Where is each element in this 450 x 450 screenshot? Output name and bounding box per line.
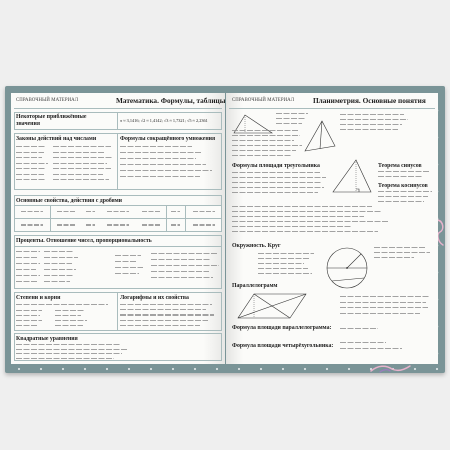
text-line (120, 164, 206, 165)
fraction-table-cell (81, 219, 99, 232)
right-page (226, 93, 438, 364)
section-rule (14, 246, 222, 247)
laws-heading: Законы действий над числами (16, 136, 97, 142)
text-line (107, 211, 129, 212)
fraction-table-cell (100, 206, 136, 219)
text-line (340, 313, 420, 314)
text-line (120, 152, 202, 153)
text-line (258, 263, 304, 264)
fraction-table-cell (136, 206, 166, 219)
text-line (193, 211, 215, 212)
quadratic-heading: Квадратные уравнения (16, 336, 78, 342)
text-line (44, 269, 76, 270)
pink-curl-stroke (438, 220, 443, 245)
text-line (21, 224, 43, 225)
text-line (232, 182, 322, 183)
circle-diagram (324, 245, 370, 291)
text-line (171, 224, 180, 225)
text-line (16, 263, 40, 264)
text-line (16, 179, 46, 180)
text-line (374, 257, 414, 258)
fraction-table-cell (186, 206, 222, 219)
quadrilateral-area-label: Формула площади четырёхугольника: (232, 343, 334, 349)
circle-heading: Окружность. Круг (232, 243, 281, 249)
text-line (232, 177, 326, 178)
triangle-diagram (232, 112, 274, 136)
short-multiplication-heading: Формулы сокращённого умножения (120, 136, 216, 142)
text-line (340, 302, 426, 303)
powers-heading: Степени и корни (16, 295, 61, 301)
page-title: Математика. Формулы, таблицы (116, 96, 225, 105)
text-line (44, 251, 74, 252)
text-line (151, 259, 211, 260)
text-line (142, 211, 160, 212)
text-line (53, 168, 111, 169)
text-line (258, 253, 314, 254)
text-line (340, 119, 408, 120)
text-line (258, 258, 310, 259)
fraction-table-cell (15, 219, 51, 232)
text-line (16, 163, 48, 164)
text-line (232, 231, 378, 232)
text-line (340, 124, 402, 125)
approx-values-heading: Некоторые приближённые значения (16, 114, 87, 127)
triangle-outline (333, 160, 371, 192)
series-label: СПРАВОЧНЫЙ МАТЕРИАЛ (16, 98, 79, 103)
text-line (21, 211, 43, 212)
text-line (340, 296, 430, 297)
text-line (120, 314, 214, 315)
text-line (53, 174, 103, 175)
text-line (55, 325, 83, 326)
text-line (120, 158, 196, 159)
approx-values-text: π ≈ 3,1416; √2 ≈ 1,4142; √3 ≈ 1,7321; √5 ≈ 2,2361 (120, 118, 208, 123)
text-line (378, 191, 432, 192)
text-line (16, 325, 38, 326)
text-line (16, 275, 40, 276)
text-line (16, 344, 120, 345)
text-line (258, 273, 312, 274)
column-divider (117, 112, 118, 130)
fraction-table-cell (81, 206, 99, 219)
cosine-theorem-heading: Теорема косинусов (378, 183, 428, 189)
text-line (55, 310, 85, 311)
text-line (53, 157, 113, 158)
text-line (16, 315, 40, 316)
text-line (86, 211, 95, 212)
text-line (57, 211, 75, 212)
text-line (16, 174, 44, 175)
triangle-area-diagram (330, 156, 374, 196)
text-line (374, 247, 426, 248)
text-line (44, 263, 72, 264)
text-line (340, 129, 398, 130)
text-line (142, 224, 160, 225)
parallelogram-diagram (236, 291, 308, 321)
text-line (120, 304, 212, 305)
text-line (232, 206, 372, 207)
diagonal-line (254, 294, 290, 318)
text-line (16, 310, 42, 311)
text-line (232, 145, 302, 146)
text-line (115, 255, 141, 256)
text-line (107, 224, 129, 225)
triangle-area-heading: Формулы площади треугольника (232, 163, 320, 169)
text-line (16, 353, 122, 354)
text-line (232, 135, 300, 136)
text-line (53, 163, 107, 164)
parallelogram-heading: Параллелограмм (232, 283, 278, 289)
text-line (16, 257, 38, 258)
right-angle-mark (356, 189, 359, 192)
text-line (120, 170, 212, 171)
text-line (232, 172, 320, 173)
text-line (16, 269, 36, 270)
percent-heading: Проценты. Отношение чисел, пропорциональность (16, 238, 152, 244)
text-line (378, 176, 422, 177)
text-line (232, 211, 382, 212)
text-line (232, 187, 324, 188)
text-line (55, 320, 87, 321)
text-line (151, 253, 217, 254)
text-line (378, 196, 428, 197)
text-line (120, 176, 200, 177)
text-line (53, 179, 109, 180)
text-line (55, 315, 81, 316)
chord-line (332, 278, 364, 281)
text-line (115, 267, 143, 268)
text-line (151, 265, 219, 266)
page-title: Планиметрия. Основные понятия (313, 96, 426, 105)
sine-theorem-heading: Теорема синусов (378, 163, 422, 169)
text-line (340, 348, 402, 349)
text-line (151, 271, 209, 272)
header-rule (229, 108, 435, 109)
center-point (346, 267, 348, 269)
median-line (320, 121, 322, 149)
text-line (115, 273, 139, 274)
text-line (171, 211, 180, 212)
text-line (16, 358, 114, 359)
fractions-heading: Основные свойства, действия с дробями (16, 198, 123, 204)
text-line (16, 157, 42, 158)
text-line (44, 275, 74, 276)
text-line (115, 261, 137, 262)
text-line (276, 113, 308, 114)
text-line (378, 171, 430, 172)
fractions-table (15, 205, 222, 231)
fraction-table-cell (51, 219, 81, 232)
text-line (120, 320, 208, 321)
logs-heading: Логарифмы и их свойства (120, 295, 189, 301)
fraction-table-cell (167, 206, 185, 219)
purple-wave-stroke (380, 370, 390, 372)
text-line (276, 123, 302, 124)
triangle-median-diagram (302, 118, 338, 154)
text-line (258, 268, 308, 269)
text-line (44, 281, 70, 282)
text-line (340, 114, 404, 115)
text-line (276, 118, 306, 119)
text-line (16, 152, 44, 153)
text-line (44, 257, 78, 258)
text-line (232, 192, 318, 193)
cover-bottom-decoration (368, 363, 414, 373)
fraction-table-cell (100, 219, 136, 232)
radius-line (347, 254, 361, 268)
text-line (16, 281, 38, 282)
text-line (16, 320, 42, 321)
column-divider (117, 133, 118, 190)
text-line (374, 252, 430, 253)
text-line (232, 226, 352, 227)
text-line (86, 224, 95, 225)
text-line (232, 155, 292, 156)
text-line (53, 146, 111, 147)
text-line (16, 349, 128, 350)
fraction-table-cell (15, 206, 51, 219)
pink-wave-stroke (371, 366, 410, 371)
text-line (340, 307, 428, 308)
left-page (11, 93, 225, 364)
text-line (120, 146, 192, 147)
text-line (232, 140, 294, 141)
text-line (16, 304, 108, 305)
header-rule (14, 108, 222, 109)
text-line (232, 150, 296, 151)
text-line (16, 168, 46, 169)
text-line (193, 224, 215, 225)
text-line (16, 251, 40, 252)
text-line (120, 325, 200, 326)
text-line (120, 309, 206, 310)
text-line (378, 201, 424, 202)
series-label: СПРАВОЧНЫЙ МАТЕРИАЛ (232, 98, 295, 103)
text-line (232, 221, 388, 222)
parallelogram-area-label: Формула площади параллелограмма: (232, 325, 332, 331)
text-line (53, 152, 105, 153)
text-line (57, 224, 75, 225)
fraction-table-cell (186, 219, 222, 232)
text-line (151, 277, 213, 278)
text-line (16, 146, 46, 147)
fraction-table-cell (51, 206, 81, 219)
column-divider (117, 292, 118, 331)
text-line (340, 342, 386, 343)
text-line (232, 130, 298, 131)
fraction-table-cell (167, 219, 185, 232)
text-line (340, 328, 378, 329)
text-line (232, 216, 364, 217)
fraction-table-cell (136, 219, 166, 232)
